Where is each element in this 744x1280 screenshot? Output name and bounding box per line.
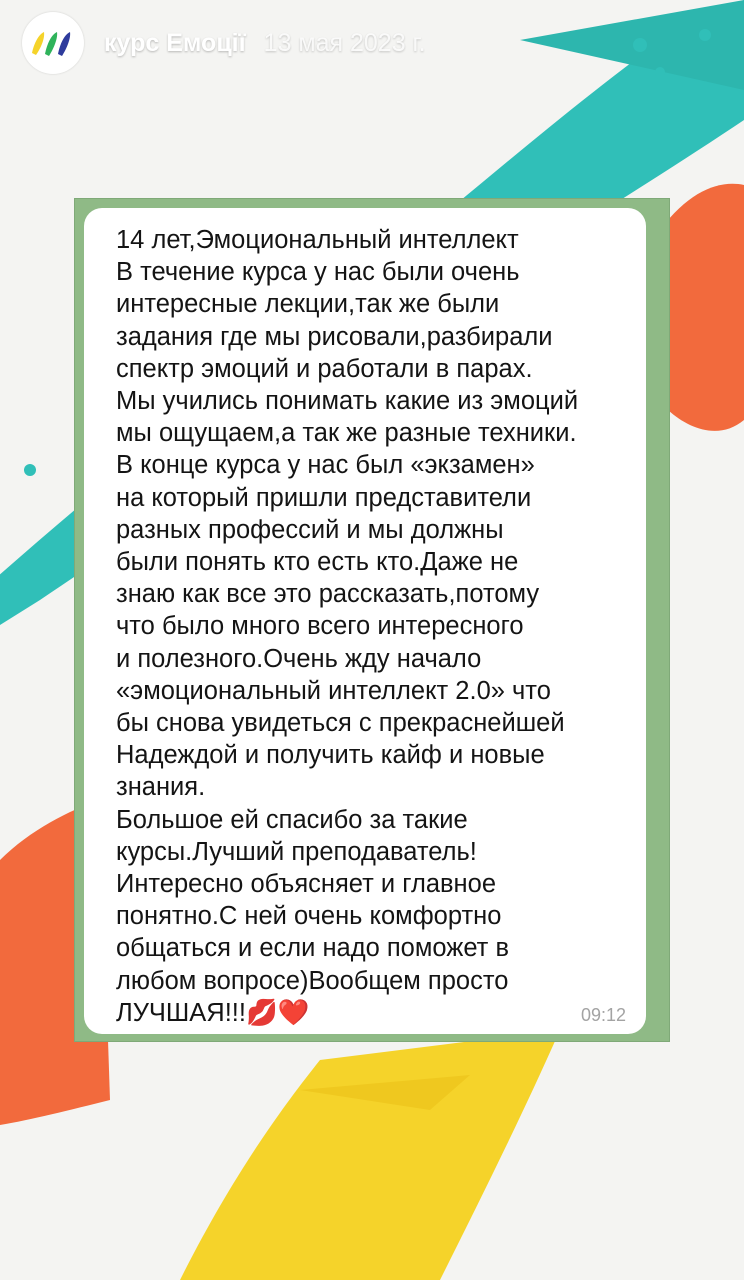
channel-name[interactable]: курс Емоції <box>104 28 246 57</box>
message-time: 09:12 <box>580 1005 626 1025</box>
message-text <box>116 224 628 1029</box>
kiss-emoji: 💋 <box>245 998 278 1027</box>
orange-paint-stroke-right <box>660 184 744 431</box>
story-date: 13 мая 2023 г. <box>263 28 426 57</box>
brush-strokes-logo-icon <box>29 28 77 58</box>
story-header <box>22 12 426 74</box>
message-body: 14 лет,Эмоциональный интеллект В течение курса у нас были очень интересные лекции,так же были задания где мы рисовали,разбирали спектр эмоций и работали в парах. Мы учились понимать какие из эмоций мы ощущаем,а так же разные техники. В конце курса у нас был «экзамен» на который пришли представители разных профессий и мы должны были понять кто есть кто.Даже не знаю как все это рассказать,потому что было много всего интересного и полезного.Очень жду начало «эмоциональный интеллект 2.0» что бы снова увидеться с прекраснейшей Надеждой и получить кайф и новые знания. Большое ей спасибо за такие курсы.Лучший преподаватель! Интересно объясняет и главное понятно.С ней очень комфортно общаться и если надо поможет в любом вопросе)Вообщем просто ЛУЧШАЯ!!! <box>116 226 579 1027</box>
channel-avatar[interactable] <box>22 12 84 74</box>
message-bubble <box>84 208 646 1034</box>
heart-emoji: ❤️ <box>277 998 310 1027</box>
